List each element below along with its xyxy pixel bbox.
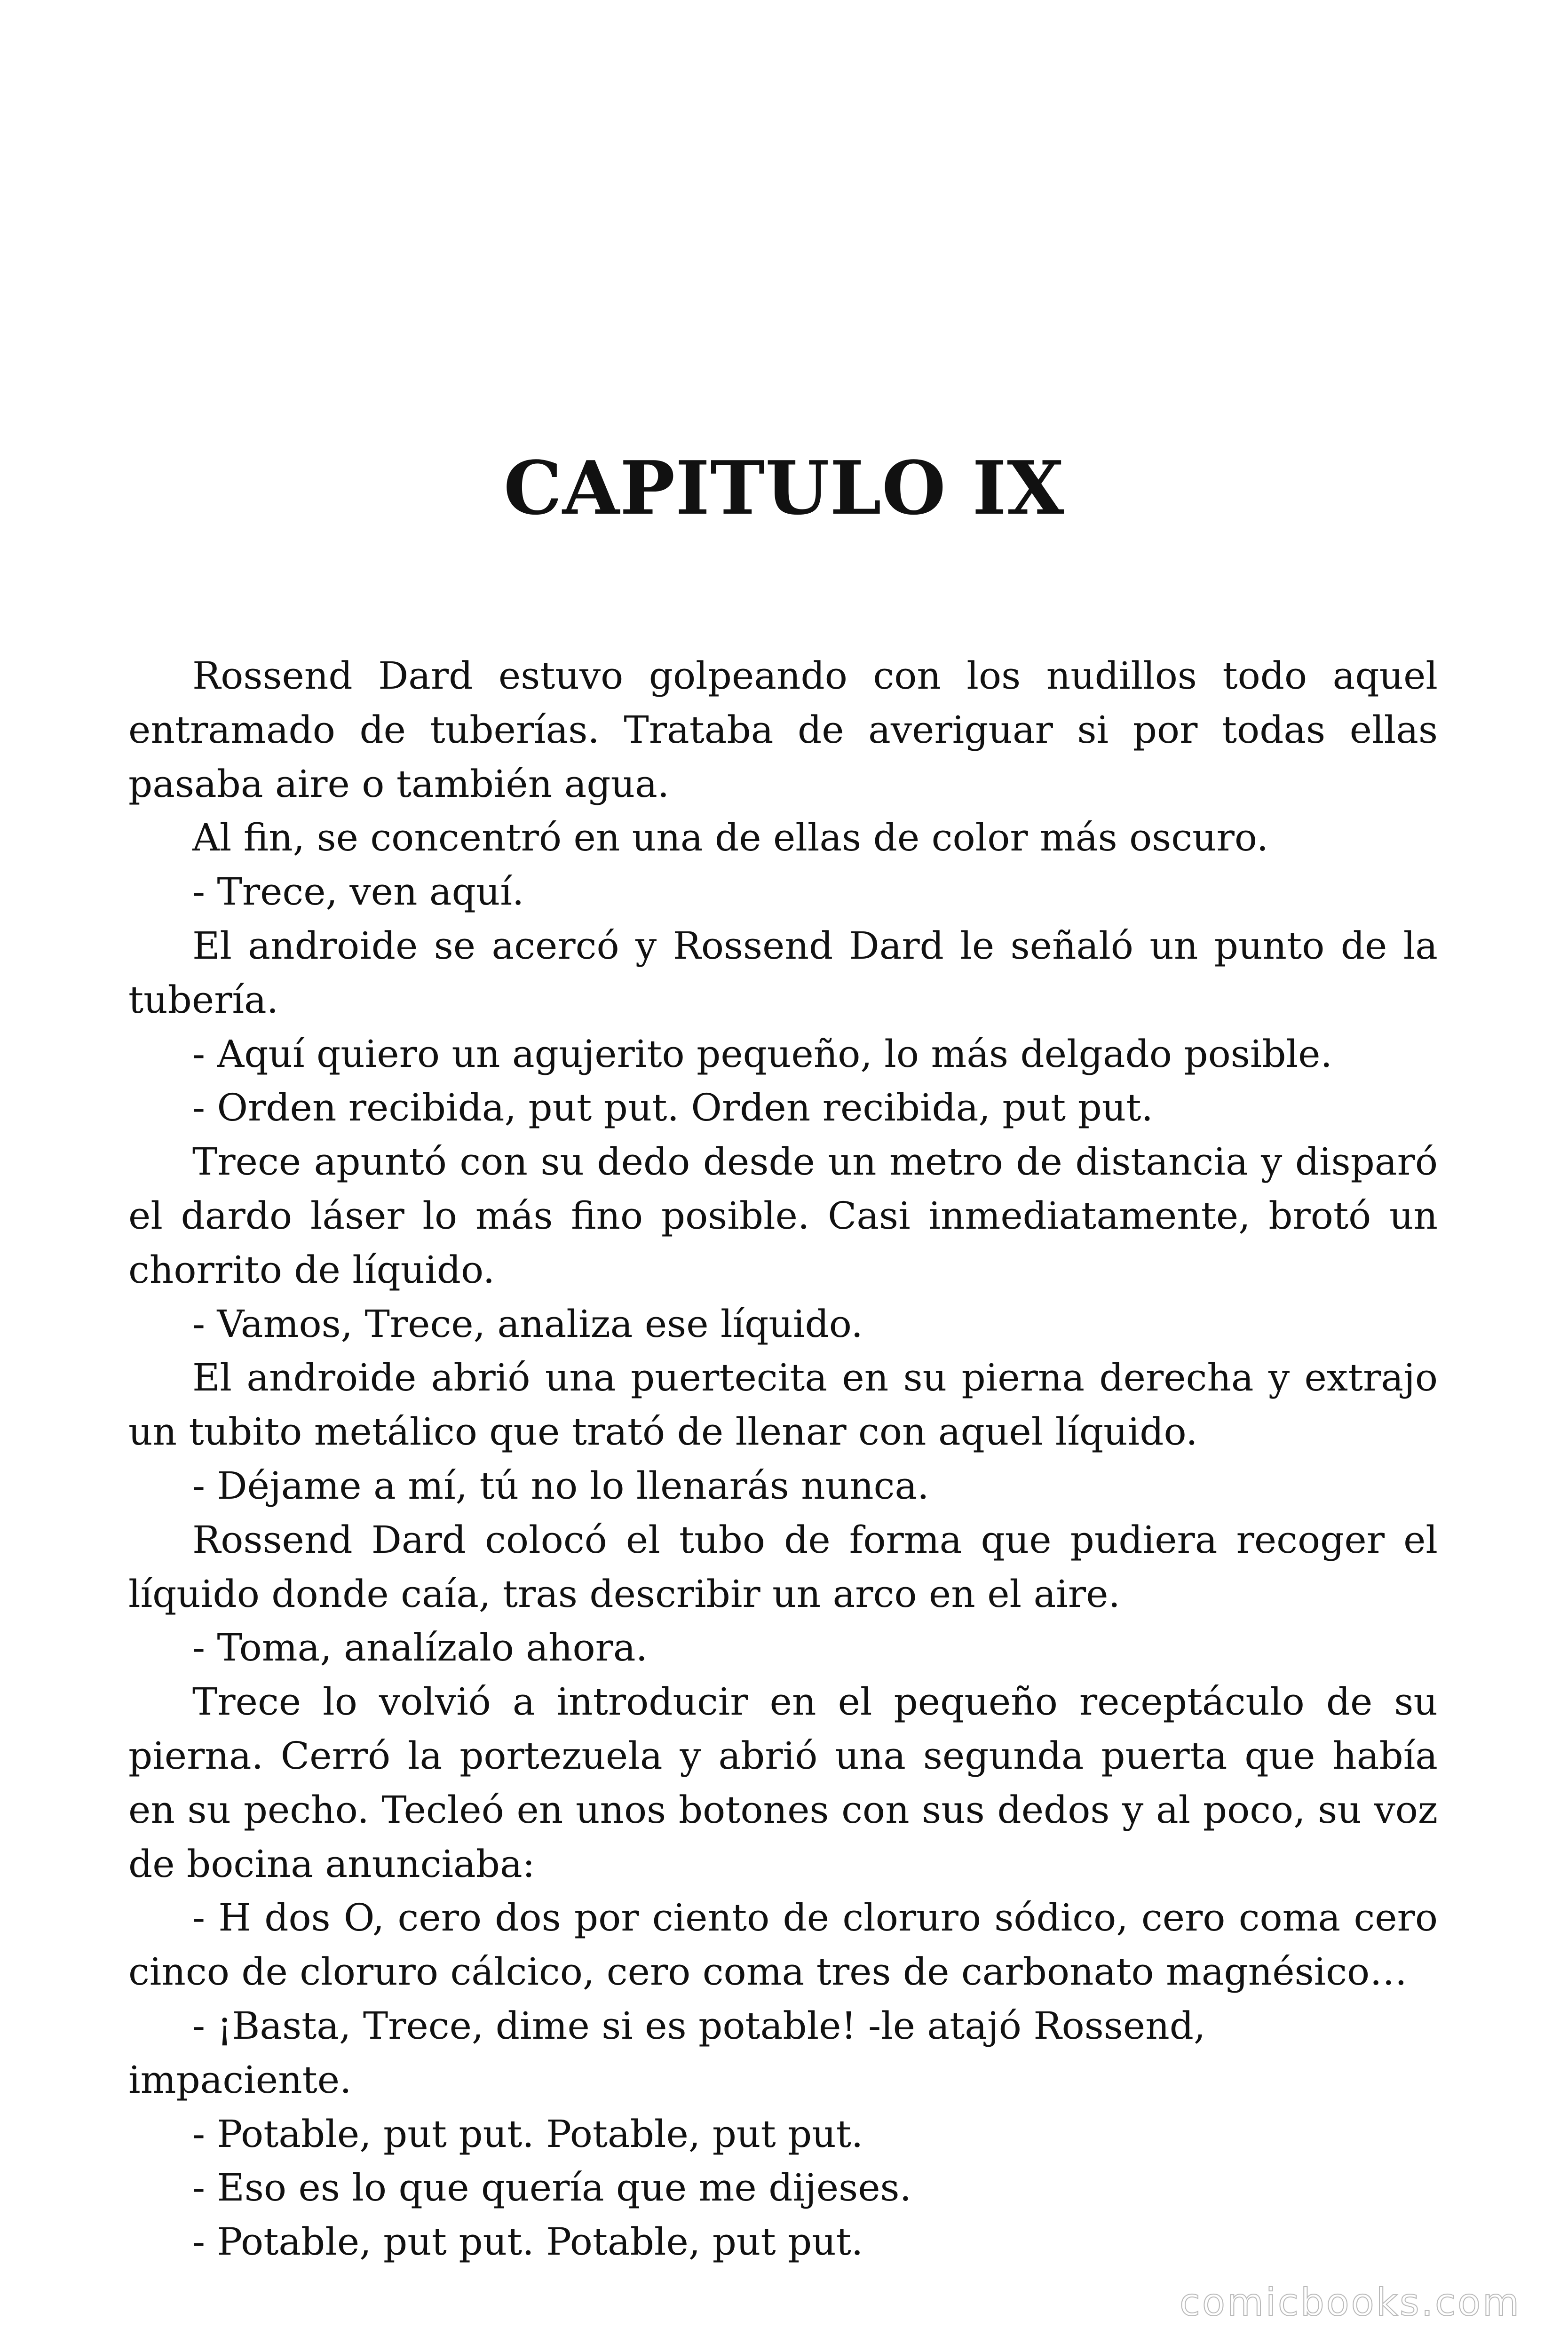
paragraph: Al fin, se concentró en una de ellas de color más oscuro.	[192, 816, 1269, 860]
paragraph: - ¡Basta, Trece, dime si es potable! -le atajó Rossend, impaciente.	[128, 2003, 1206, 2102]
paragraph: - Orden recibida, put put. Orden recibida, put put.	[192, 1086, 1153, 1130]
paragraph: Rossend Dard estuvo golpeando con los nudillos todo aquel entramado de tuberías. Trataba de averiguar si por todas ellas pasaba aire o también agua.	[128, 654, 1438, 806]
chapter-title: CAPITULO IX	[503, 445, 1065, 531]
paragraph: - Potable, put put. Potable, put put.	[192, 2220, 863, 2264]
paragraph: El androide se acercó y Rossend Dard le señaló un punto de la tubería.	[128, 923, 1438, 1022]
paragraph: Trece lo volvió a introducir en el pequeño receptáculo de su pierna. Cerró la portezuela y abrió una segunda puerta que había en su pecho. Tecleó en unos botones con sus dedos y al poco, su voz de bocina anunciaba:	[128, 1680, 1438, 1886]
paragraph: El androide abrió una puertecita en su pierna derecha y extrajo un tubito metálico que trató de llenar con aquel líquido.	[128, 1356, 1438, 1454]
paragraph: - Eso es lo que quería que me dijeses.	[192, 2166, 912, 2210]
paragraph: - H dos O, cero dos por ciento de cloruro sódico, cero coma cero cinco de cloruro cálcico, cero coma tres de carbonato magnésico…	[128, 1896, 1438, 1994]
chapter-body	[128, 649, 1438, 2269]
paragraph: - Toma, analízalo ahora.	[192, 1626, 648, 1670]
paragraph: Rossend Dard colocó el tubo de forma que pudiera recoger el líquido donde caía, tras describir un arco en el aire.	[128, 1518, 1438, 1616]
paragraph: - Aquí quiero un agujerito pequeño, lo más delgado posible.	[192, 1032, 1332, 1076]
paragraph: Trece apuntó con su dedo desde un metro de distancia y disparó el dardo láser lo más fino posible. Casi inmediatamente, brotó un chorrito de líquido.	[128, 1140, 1438, 1292]
paragraph: - Trece, ven aquí.	[192, 870, 524, 914]
watermark: comicbooks.com	[1179, 2280, 1521, 2324]
paragraph: - Potable, put put. Potable, put put.	[192, 2112, 863, 2156]
paragraph: - Vamos, Trece, analiza ese líquido.	[192, 1302, 863, 1346]
paragraph: - Déjame a mí, tú no lo llenarás nunca.	[192, 1463, 929, 1508]
